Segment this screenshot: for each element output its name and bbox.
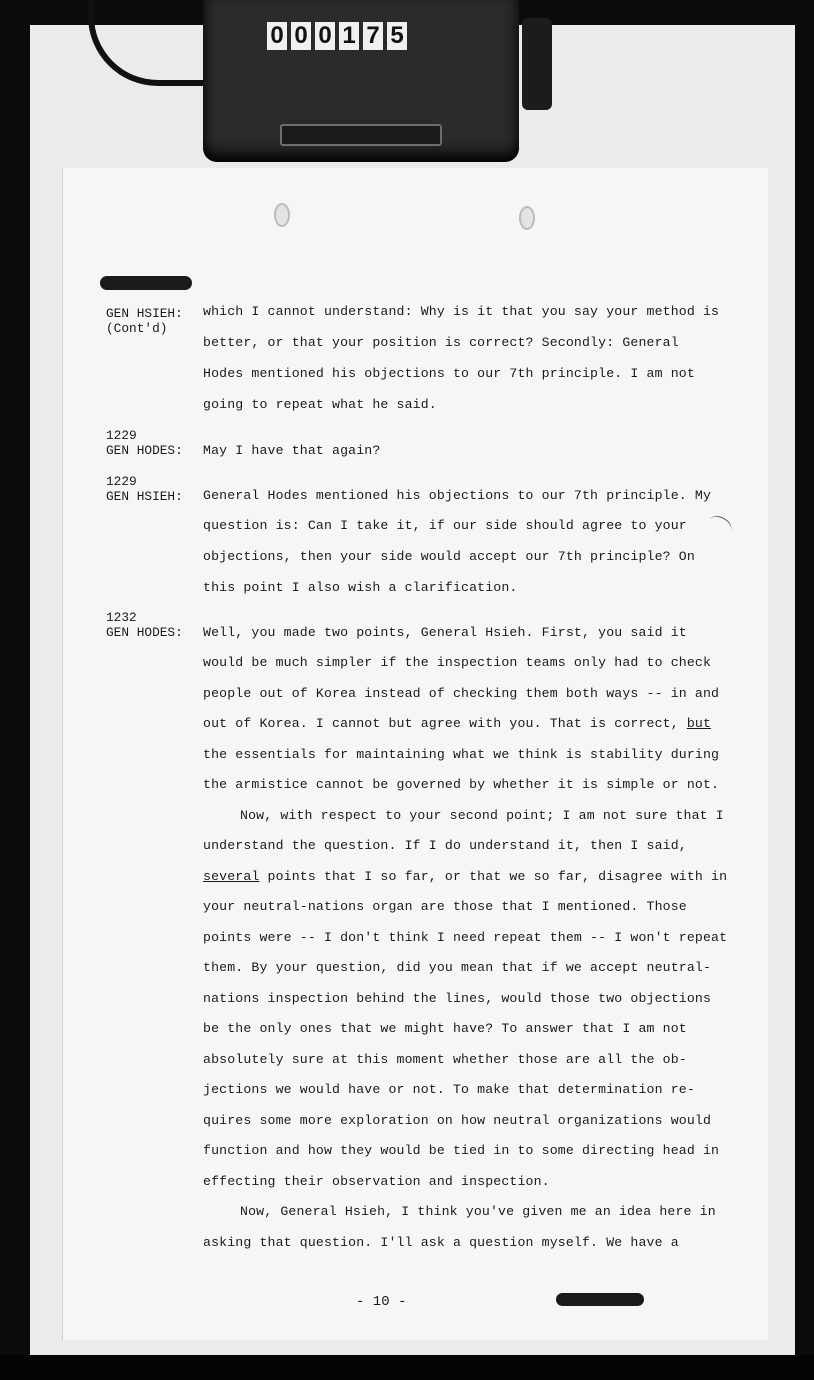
counter-digit: 1 <box>339 22 359 50</box>
counter-slot <box>280 124 442 146</box>
text-line: people out of Korea instead of checking them both ways -- in and <box>203 686 720 701</box>
punch-hole <box>274 203 290 227</box>
counter-digit: 0 <box>267 22 287 50</box>
punch-hole <box>519 206 535 230</box>
frame-counter <box>267 22 407 50</box>
speaker-name: GEN HSIEH: <box>106 306 183 321</box>
counter-knob <box>522 18 552 110</box>
text-line <box>203 716 711 731</box>
text-line: your neutral-nations organ are those that I mentioned. Those <box>203 899 687 914</box>
text-line: which I cannot understand: Why is it that you say your method is <box>203 304 720 319</box>
text-line: General Hodes mentioned his objections to our 7th principle. My <box>203 488 712 503</box>
text-line: nations inspection behind the lines, would those two objections <box>203 991 712 1006</box>
speaker-time: 1232 <box>106 610 137 625</box>
page-number: - 10 - <box>356 1294 407 1310</box>
underlined-word: several <box>203 869 260 884</box>
speaker-label <box>106 428 183 458</box>
text-line: jections we would have or not. To make that determination re- <box>203 1082 695 1097</box>
counter-digit: 0 <box>291 22 311 50</box>
film-border <box>0 1355 814 1380</box>
text-line: asking that question. I'll ask a question myself. We have a <box>203 1235 679 1250</box>
text-line: question is: Can I take it, if our side should agree to your <box>203 518 687 533</box>
text-line: quires some more exploration on how neutral organizations would <box>203 1113 712 1128</box>
counter-digit: 7 <box>363 22 383 50</box>
text-line: Hodes mentioned his objections to our 7th principle. I am not <box>203 366 695 381</box>
text-line: Now, with respect to your second point; I am not sure that I <box>240 808 724 823</box>
speaker-name: GEN HODES: <box>106 625 183 640</box>
speaker-label <box>106 474 183 504</box>
text-line: the armistice cannot be governed by whether it is simple or not. <box>203 777 720 792</box>
text-line: be the only ones that we might have? To answer that I am not <box>203 1021 687 1036</box>
text-line: objections, then your side would accept our 7th principle? On <box>203 549 695 564</box>
text-line: points were -- I don't think I need repeat them -- I won't repeat <box>203 930 728 945</box>
underlined-word: but <box>686 716 712 731</box>
text-line: better, or that your position is correct? Secondly: General <box>203 335 679 350</box>
text-line: function and how they would be tied in to some directing head in <box>203 1143 720 1158</box>
text-line: them. By your question, did you mean that if we accept neutral- <box>203 960 712 975</box>
text-line <box>203 869 727 884</box>
text-line: effecting their observation and inspection. <box>203 1174 550 1189</box>
speaker-time: 1229 <box>106 474 137 489</box>
text-segment: out of Korea. I cannot but agree with you. That is correct, <box>203 716 687 731</box>
redaction-mark <box>556 1293 644 1306</box>
text-line: going to repeat what he said. <box>203 397 437 412</box>
text-line: May I have that again? <box>203 443 381 458</box>
speaker-name: GEN HSIEH: <box>106 489 183 504</box>
text-line: Well, you made two points, General Hsieh. First, you said it <box>203 625 687 640</box>
redaction-mark <box>100 276 192 290</box>
counter-digit: 0 <box>315 22 335 50</box>
text-line: this point I also wish a clarification. <box>203 580 518 595</box>
speaker-name: GEN HODES: <box>106 443 183 458</box>
text-line: the essentials for maintaining what we think is stability during <box>203 747 720 762</box>
text-line: would be much simpler if the inspection teams only had to check <box>203 655 712 670</box>
speaker-continued: (Cont'd) <box>106 321 168 336</box>
text-line: absolutely sure at this moment whether those are all the ob- <box>203 1052 687 1067</box>
text-segment: points that I so far, or that we so far, disagree with in <box>259 869 728 884</box>
text-line: Now, General Hsieh, I think you've given me an idea here in <box>240 1204 716 1219</box>
text-line: understand the question. If I do understand it, then I said, <box>203 838 687 853</box>
counter-digit: 5 <box>387 22 407 50</box>
speaker-time: 1229 <box>106 428 137 443</box>
speaker-label <box>106 610 183 640</box>
speaker-label <box>106 306 183 336</box>
